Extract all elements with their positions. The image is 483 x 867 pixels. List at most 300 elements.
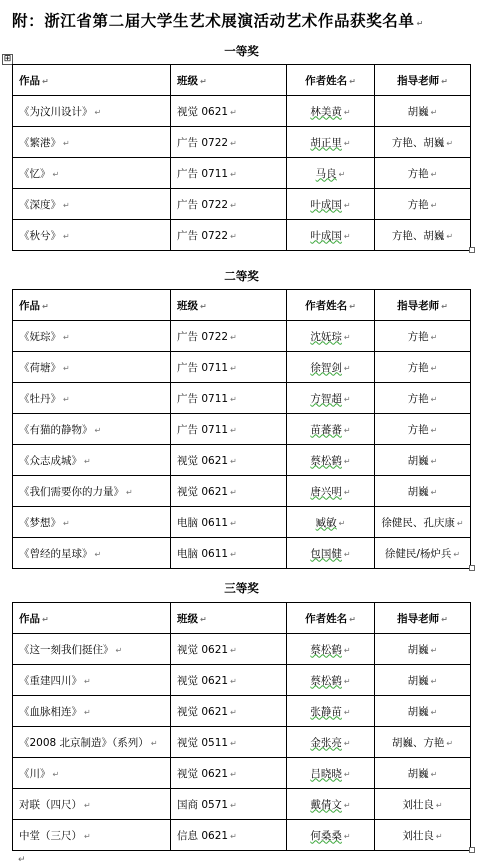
class-name: 广告 0722 — [177, 198, 229, 211]
header-student-label: 作者姓名 — [305, 299, 348, 312]
cell-student — [287, 538, 375, 569]
paragraph-mark: ↵ — [343, 738, 351, 748]
document-title — [12, 9, 477, 31]
header-work — [13, 290, 171, 321]
class-name: 电脑 0611 — [177, 547, 229, 560]
class-name: 广告 0722 — [177, 330, 229, 343]
paragraph-mark: ↵ — [453, 549, 461, 559]
work-title: 《众志成城》 — [19, 454, 82, 467]
work-title: 《这一刻我们挺住》 — [19, 643, 114, 656]
cell-work — [13, 321, 171, 352]
student-name: 胡正里 — [310, 136, 342, 149]
paragraph-mark: ↵ — [343, 831, 351, 841]
table-header-row — [13, 65, 471, 96]
paragraph-mark: ↵ — [230, 107, 237, 117]
work-title: 《秋兮》 — [19, 229, 61, 242]
paragraph-mark: ↵ — [343, 800, 351, 810]
paragraph-mark: ↵ — [230, 332, 237, 342]
cell-teacher — [375, 634, 471, 665]
paragraph-mark: ↵ — [343, 363, 351, 373]
cell-work — [13, 127, 171, 158]
student-name: 苗蕃蕃 — [310, 423, 342, 436]
class-name: 视觉 0621 — [177, 454, 229, 467]
cell-student — [287, 507, 375, 538]
table-row — [13, 758, 471, 789]
paragraph-mark: ↵ — [94, 425, 102, 435]
header-class — [171, 290, 287, 321]
cell-class — [171, 383, 287, 414]
cell-work — [13, 445, 171, 476]
work-title: 《有猫的静物》 — [19, 423, 93, 436]
cell-class — [171, 634, 287, 665]
paragraph-mark: ↵ — [230, 425, 237, 435]
teacher-name: 方艳 — [407, 392, 429, 405]
teacher-name: 胡巍、方艳 — [391, 736, 445, 749]
table-row — [13, 696, 471, 727]
class-name: 视觉 0511 — [177, 736, 229, 749]
header-class — [171, 603, 287, 634]
table-row — [13, 727, 471, 758]
paragraph-mark: ↵ — [63, 332, 70, 342]
table-row — [13, 476, 471, 507]
cell-student — [287, 445, 375, 476]
class-name: 视觉 0621 — [177, 674, 229, 687]
work-title: 《牡丹》 — [19, 392, 61, 405]
student-name: 张静苗 — [310, 705, 342, 718]
cell-student — [287, 321, 375, 352]
work-title: 《川》 — [19, 767, 51, 780]
paragraph-mark: ↵ — [343, 231, 351, 241]
cell-teacher — [375, 189, 471, 220]
paragraph-mark: ↵ — [430, 169, 438, 179]
cell-teacher — [375, 96, 471, 127]
cell-class — [171, 445, 287, 476]
cell-class — [171, 476, 287, 507]
cell-teacher — [375, 665, 471, 696]
class-name: 国商 0571 — [177, 798, 229, 811]
teacher-name: 方艳 — [407, 167, 429, 180]
teacher-name: 刘壮良 — [402, 798, 434, 811]
cell-class — [171, 189, 287, 220]
paragraph-mark: ↵ — [343, 456, 351, 466]
cell-work — [13, 352, 171, 383]
paragraph-mark: ↵ — [430, 363, 438, 373]
cell-class — [171, 220, 287, 251]
cell-teacher — [375, 220, 471, 251]
class-name: 广告 0711 — [177, 167, 229, 180]
cell-teacher — [375, 321, 471, 352]
cell-teacher — [375, 538, 471, 569]
work-title: 《曾经的星球》 — [19, 547, 93, 560]
teacher-name: 徐健民、孔庆康 — [381, 516, 455, 529]
cell-student — [287, 665, 375, 696]
section-heading: 一等奖 — [224, 44, 259, 58]
table-row — [13, 352, 471, 383]
paragraph-mark: ↵ — [52, 769, 60, 779]
cell-work — [13, 696, 171, 727]
teacher-name: 方艳 — [407, 361, 429, 374]
section-heading: 二等奖 — [224, 269, 259, 283]
cell-work — [13, 820, 171, 851]
paragraph-mark: ↵ — [200, 76, 207, 86]
cell-work — [13, 634, 171, 665]
award-table — [12, 602, 471, 851]
cell-student — [287, 158, 375, 189]
student-name: 戴倩文 — [310, 798, 342, 811]
paragraph-mark: ↵ — [343, 200, 351, 210]
teacher-name: 方艳 — [407, 423, 429, 436]
cell-work — [13, 220, 171, 251]
student-name: 唐兴明 — [310, 485, 342, 498]
teacher-name: 刘壮良 — [402, 829, 434, 842]
work-title: 《妩琮》 — [19, 330, 61, 343]
table-row — [13, 820, 471, 851]
cell-class — [171, 414, 287, 445]
cell-teacher — [375, 820, 471, 851]
cell-teacher — [375, 158, 471, 189]
cell-student — [287, 727, 375, 758]
table-row — [13, 383, 471, 414]
cell-student — [287, 352, 375, 383]
paragraph-mark: ↵ — [150, 738, 158, 748]
paragraph-mark: ↵ — [230, 738, 237, 748]
paragraph-mark: ↵ — [63, 200, 70, 210]
paragraph-mark: ↵ — [94, 107, 102, 117]
paragraph-mark: ↵ — [456, 518, 464, 528]
class-name: 视觉 0621 — [177, 105, 229, 118]
paragraph-mark: ↵ — [230, 394, 237, 404]
header-work-label: 作品 — [19, 612, 40, 625]
paragraph-mark: ↵ — [430, 707, 438, 717]
cell-work — [13, 727, 171, 758]
paragraph-mark: ↵ — [430, 676, 438, 686]
paragraph-mark: ↵ — [416, 19, 424, 28]
paragraph-mark: ↵ — [230, 138, 237, 148]
paragraph-mark: ↵ — [115, 645, 123, 655]
cell-class — [171, 352, 287, 383]
cell-class — [171, 96, 287, 127]
teacher-name: 胡巍 — [407, 674, 429, 687]
cell-class — [171, 538, 287, 569]
work-title: 《忆》 — [19, 167, 51, 180]
table-row — [13, 189, 471, 220]
header-teacher-label: 指导老师 — [397, 612, 440, 625]
cell-student — [287, 96, 375, 127]
table-row — [13, 96, 471, 127]
class-name: 广告 0722 — [177, 229, 229, 242]
header-teacher-label: 指导老师 — [397, 74, 440, 87]
header-student-label: 作者姓名 — [305, 612, 348, 625]
class-name: 视觉 0621 — [177, 705, 229, 718]
class-name: 视觉 0621 — [177, 767, 229, 780]
paragraph-mark: ↵ — [430, 394, 438, 404]
paragraph-mark: ↵ — [230, 645, 237, 655]
student-name: 林美黄 — [310, 105, 342, 118]
cell-student — [287, 789, 375, 820]
header-teacher — [375, 603, 471, 634]
work-title: 《重建四川》 — [19, 674, 82, 687]
cell-work — [13, 383, 171, 414]
paragraph-mark: ↵ — [343, 394, 351, 404]
paragraph-mark: ↵ — [343, 676, 351, 686]
paragraph-mark: ↵ — [430, 769, 438, 779]
cell-work — [13, 538, 171, 569]
header-class-label: 班级 — [177, 74, 198, 87]
cell-teacher — [375, 414, 471, 445]
cell-student — [287, 758, 375, 789]
header-teacher — [375, 290, 471, 321]
cell-student — [287, 220, 375, 251]
award-table — [12, 64, 471, 251]
student-name: 金张亮 — [310, 736, 342, 749]
paragraph-mark: ↵ — [42, 301, 49, 311]
work-title: 《荷塘》 — [19, 361, 61, 374]
teacher-name: 胡巍 — [407, 767, 429, 780]
paragraph-mark: ↵ — [230, 231, 237, 241]
table-row — [13, 789, 471, 820]
class-name: 视觉 0621 — [177, 485, 229, 498]
student-name: 何桑桑 — [310, 829, 342, 842]
paragraph-mark: ↵ — [200, 301, 207, 311]
paragraph-mark: ↵ — [63, 138, 70, 148]
cell-teacher — [375, 507, 471, 538]
table-row — [13, 445, 471, 476]
paragraph-mark: ↵ — [349, 614, 356, 624]
cell-work — [13, 789, 171, 820]
cell-class — [171, 696, 287, 727]
teacher-name: 胡巍 — [407, 485, 429, 498]
paragraph-mark: ↵ — [435, 831, 443, 841]
cell-class — [171, 789, 287, 820]
class-name: 广告 0711 — [177, 423, 229, 436]
paragraph-mark: ↵ — [430, 456, 438, 466]
work-title: 《繁港》 — [19, 136, 61, 149]
work-title: 《2008 北京制造》（系列） — [19, 736, 149, 749]
paragraph-mark: ↵ — [230, 200, 237, 210]
student-name: 叶成国 — [310, 229, 342, 242]
paragraph-mark: ↵ — [430, 425, 438, 435]
cell-work — [13, 96, 171, 127]
header-class — [171, 65, 287, 96]
paragraph-mark: ↵ — [441, 614, 448, 624]
cell-class — [171, 158, 287, 189]
cell-class — [171, 321, 287, 352]
student-name: 吕晓晓 — [310, 767, 342, 780]
class-name: 广告 0711 — [177, 392, 229, 405]
cell-student — [287, 820, 375, 851]
document-end-paragraph-mark: ↵ — [18, 855, 26, 865]
student-name: 徐智剑 — [310, 361, 342, 374]
student-name: 马良 — [315, 167, 337, 180]
cell-student — [287, 127, 375, 158]
paragraph-mark: ↵ — [230, 831, 237, 841]
cell-teacher — [375, 696, 471, 727]
work-title: 对联（四尺） — [19, 798, 82, 811]
paragraph-mark: ↵ — [430, 645, 438, 655]
table-row — [13, 220, 471, 251]
paragraph-mark: ↵ — [446, 138, 454, 148]
paragraph-mark: ↵ — [63, 231, 70, 241]
paragraph-mark: ↵ — [230, 676, 237, 686]
cell-class — [171, 727, 287, 758]
teacher-name: 方艳 — [407, 330, 429, 343]
table-row — [13, 665, 471, 696]
paragraph-mark: ↵ — [343, 332, 351, 342]
table-row — [13, 321, 471, 352]
header-class-label: 班级 — [177, 299, 198, 312]
paragraph-mark: ↵ — [343, 645, 351, 655]
cell-student — [287, 634, 375, 665]
table-header-row — [13, 290, 471, 321]
header-work-label: 作品 — [19, 299, 40, 312]
paragraph-mark: ↵ — [343, 769, 351, 779]
paragraph-mark: ↵ — [84, 707, 91, 717]
table-resize-handle-icon[interactable] — [469, 847, 475, 853]
table-resize-handle-icon[interactable] — [469, 565, 475, 571]
paragraph-mark: ↵ — [446, 738, 454, 748]
header-student — [287, 603, 375, 634]
student-name: 沈妩琮 — [310, 330, 342, 343]
document-title-text: 附：浙江省第二届大学生艺术展演活动艺术作品获奖名单 — [12, 12, 415, 30]
table-row — [13, 634, 471, 665]
cell-work — [13, 189, 171, 220]
paragraph-mark: ↵ — [338, 518, 346, 528]
teacher-name: 胡巍 — [407, 705, 429, 718]
student-name: 包国健 — [310, 547, 342, 560]
paragraph-mark: ↵ — [430, 487, 438, 497]
student-name: 蔡松鹤 — [310, 674, 342, 687]
cell-teacher — [375, 789, 471, 820]
teacher-name: 方艳、胡巍 — [391, 229, 445, 242]
paragraph-mark: ↵ — [446, 231, 454, 241]
cell-class — [171, 820, 287, 851]
paragraph-mark: ↵ — [343, 707, 351, 717]
cell-teacher — [375, 445, 471, 476]
cell-work — [13, 476, 171, 507]
paragraph-mark: ↵ — [63, 363, 70, 373]
table-row — [13, 507, 471, 538]
teacher-name: 方艳 — [407, 198, 429, 211]
work-title: 《为汶川设计》 — [19, 105, 93, 118]
work-title: 《血脉相连》 — [19, 705, 82, 718]
paragraph-mark: ↵ — [230, 363, 237, 373]
cell-student — [287, 414, 375, 445]
student-name: 叶成国 — [310, 198, 342, 211]
student-name: 蔡松鹤 — [310, 643, 342, 656]
paragraph-mark: ↵ — [200, 614, 207, 624]
cell-work — [13, 507, 171, 538]
header-student — [287, 290, 375, 321]
header-student — [287, 65, 375, 96]
paragraph-mark: ↵ — [63, 518, 70, 528]
student-name: 臧敏 — [315, 516, 337, 529]
student-name: 方智超 — [310, 392, 342, 405]
teacher-name: 胡巍 — [407, 643, 429, 656]
cell-student — [287, 383, 375, 414]
cell-class — [171, 758, 287, 789]
paragraph-mark: ↵ — [230, 518, 237, 528]
table-row — [13, 538, 471, 569]
paragraph-mark: ↵ — [441, 76, 448, 86]
work-title: 《我们需要你的力量》 — [19, 485, 124, 498]
header-work — [13, 65, 171, 96]
paragraph-mark: ↵ — [230, 769, 237, 779]
cell-class — [171, 127, 287, 158]
table-move-handle-icon[interactable]: ⊞ — [3, 54, 12, 64]
header-student-label: 作者姓名 — [305, 74, 348, 87]
paragraph-mark: ↵ — [230, 169, 237, 179]
paragraph-mark: ↵ — [84, 456, 91, 466]
cell-teacher — [375, 383, 471, 414]
teacher-name: 方艳、胡巍 — [391, 136, 445, 149]
header-work-label: 作品 — [19, 74, 40, 87]
work-title: 《梦想》 — [19, 516, 61, 529]
paragraph-mark: ↵ — [338, 169, 346, 179]
cell-teacher — [375, 352, 471, 383]
award-table — [12, 289, 471, 569]
cell-work — [13, 665, 171, 696]
paragraph-mark: ↵ — [349, 301, 356, 311]
paragraph-mark: ↵ — [42, 76, 49, 86]
paragraph-mark: ↵ — [343, 487, 351, 497]
table-row — [13, 414, 471, 445]
class-name: 广告 0711 — [177, 361, 229, 374]
cell-teacher — [375, 758, 471, 789]
paragraph-mark: ↵ — [230, 487, 237, 497]
teacher-name: 胡巍 — [407, 105, 429, 118]
work-title: 中堂（三尺） — [19, 829, 82, 842]
table-row — [13, 158, 471, 189]
paragraph-mark: ↵ — [435, 800, 443, 810]
paragraph-mark: ↵ — [441, 301, 448, 311]
teacher-name: 徐健民/杨炉兵 — [384, 547, 452, 560]
header-class-label: 班级 — [177, 612, 198, 625]
paragraph-mark: ↵ — [430, 332, 438, 342]
cell-work — [13, 758, 171, 789]
paragraph-mark: ↵ — [430, 200, 438, 210]
paragraph-mark: ↵ — [63, 394, 70, 404]
cell-teacher — [375, 727, 471, 758]
paragraph-mark: ↵ — [343, 138, 351, 148]
paragraph-mark: ↵ — [84, 831, 91, 841]
student-name: 蔡松鹤 — [310, 454, 342, 467]
cell-teacher — [375, 127, 471, 158]
cell-class — [171, 665, 287, 696]
paragraph-mark: ↵ — [230, 800, 237, 810]
cell-student — [287, 696, 375, 727]
cell-student — [287, 476, 375, 507]
class-name: 视觉 0621 — [177, 643, 229, 656]
header-teacher — [375, 65, 471, 96]
paragraph-mark: ↵ — [349, 76, 356, 86]
cell-work — [13, 414, 171, 445]
cell-class — [171, 507, 287, 538]
paragraph-mark: ↵ — [343, 425, 351, 435]
table-resize-handle-icon[interactable] — [469, 247, 475, 253]
header-work — [13, 603, 171, 634]
section-heading: 三等奖 — [224, 581, 259, 595]
teacher-name: 胡巍 — [407, 454, 429, 467]
paragraph-mark: ↵ — [343, 107, 351, 117]
paragraph-mark: ↵ — [126, 487, 133, 497]
table-header-row — [13, 603, 471, 634]
class-name: 电脑 0611 — [177, 516, 229, 529]
table-row — [13, 127, 471, 158]
paragraph-mark: ↵ — [230, 549, 237, 559]
paragraph-mark: ↵ — [84, 676, 91, 686]
cell-student — [287, 189, 375, 220]
paragraph-mark: ↵ — [94, 549, 102, 559]
